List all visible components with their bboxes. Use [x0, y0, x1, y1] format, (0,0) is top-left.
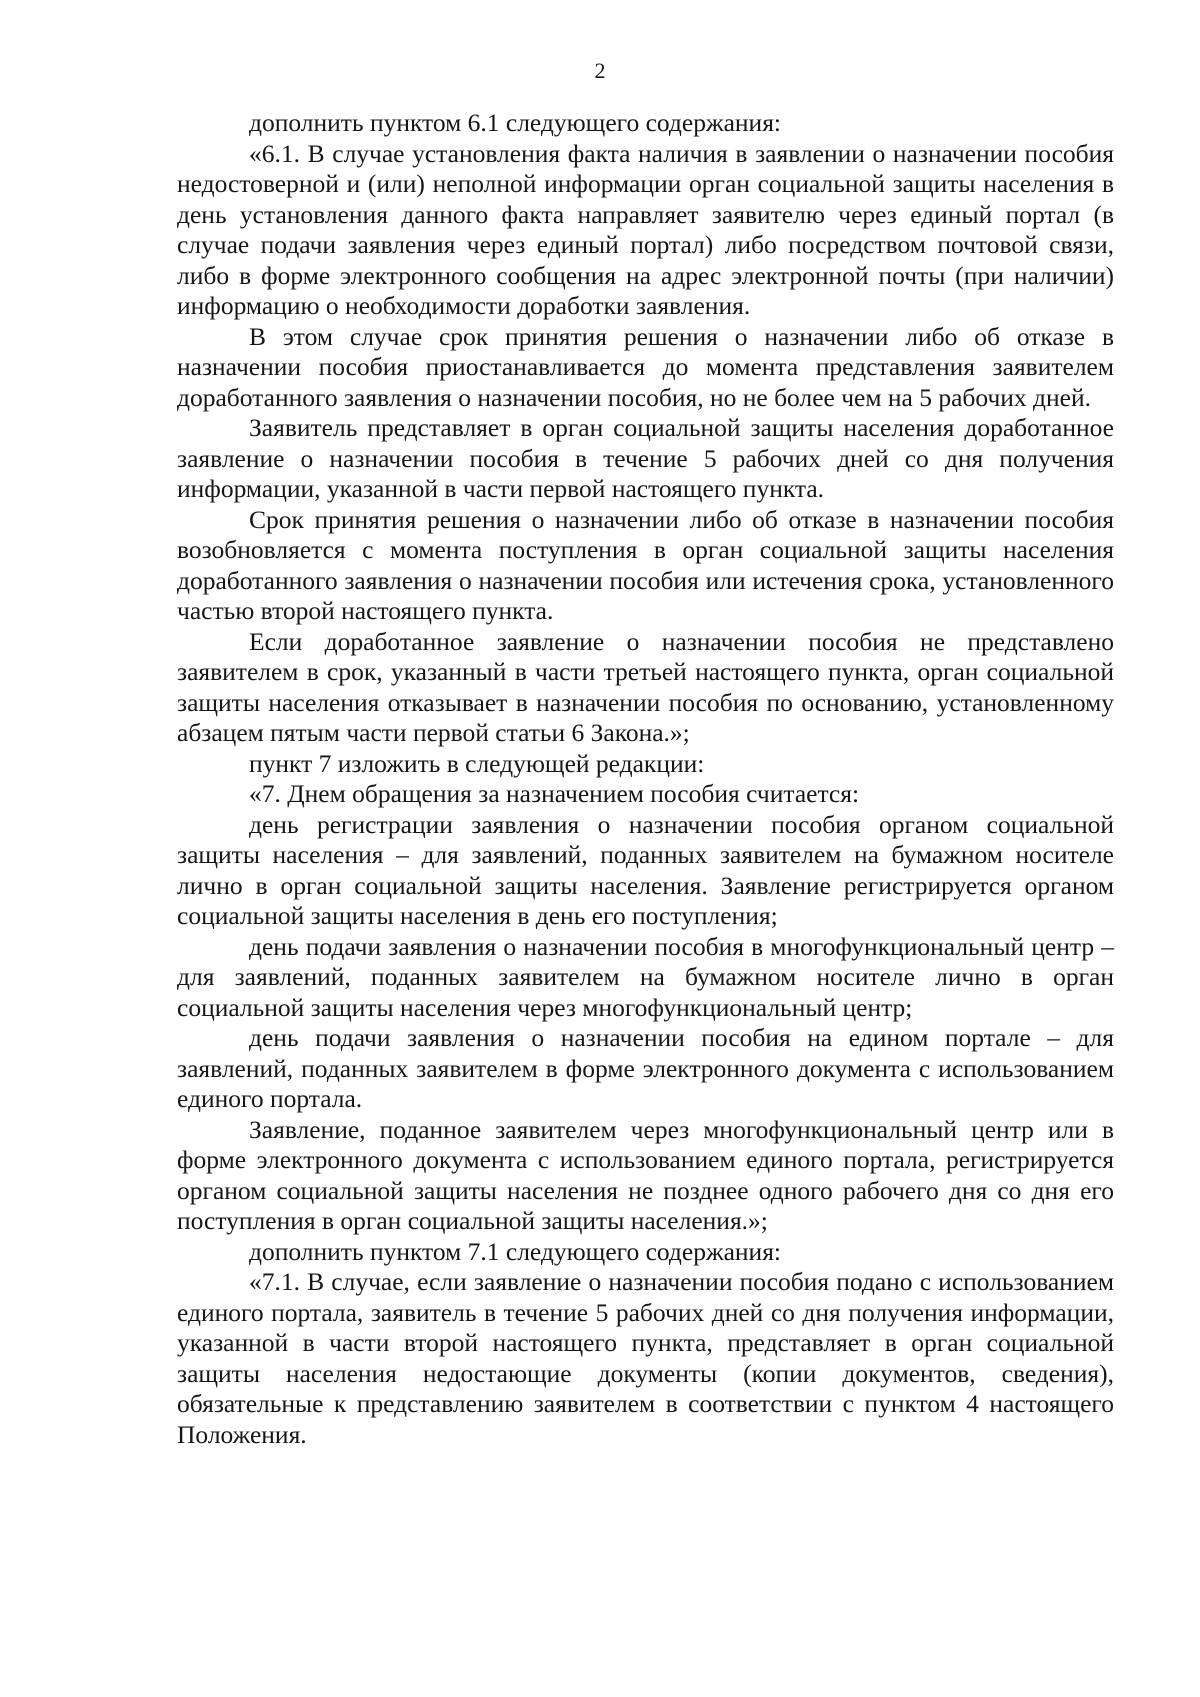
paragraph: пункт 7 изложить в следующей редакции: — [249, 748, 705, 778]
paragraph: дополнить пунктом 7.1 следующего содержания: — [249, 1236, 782, 1266]
paragraph: дополнить пунктом 6.1 следующего содержания: — [249, 108, 782, 137]
page-number: 2 — [594, 58, 606, 83]
paragraph: Заявление, поданное заявителем через многофункциональный центр или в форме электронного документа с использованием единого портала, регистрируется органом социальной защиты населения не позднее одного рабочего дня со дня его поступления в орган социальной защиты населения.»; — [177, 1114, 1114, 1235]
paragraph: «6.1. В случае установления факта наличия в заявлении о назначении пособия недостоверной и (или) неполной информации орган социальной защиты населения в день установления данного факта направляет заявителю через единый портал (в случае подачи заявления через единый портал) либо посредством почтовой связи, либо в форме электронного сообщения на адрес электронной почты (при наличии) информацию о необходимости доработки заявления. — [177, 138, 1114, 320]
paragraph: день подачи заявления о назначении пособия на едином портале – для заявлений, поданных заявителем в форме электронного документа с использованием единого портала. — [177, 1023, 1114, 1113]
paragraph: Срок принятия решения о назначении либо об отказе в назначении пособия возобновляется с момента поступления в орган социальной защиты населения доработанного заявления о назначении пособия или истечения срока, установленного частью второй настоящего пункта. — [177, 504, 1114, 625]
paragraph: В этом случае срок принятия решения о назначении либо об отказе в назначении пособия приостанавливается до момента представления заявителем доработанного заявления о назначении пособия, но не более чем на 5 рабочих дней. — [177, 321, 1114, 412]
paragraph: день подачи заявления о назначении пособия в многофункциональный центр – для заявлений, поданных заявителем на бумажном носителе лично в орган социальной защиты населения через многофункциональный центр; — [177, 931, 1114, 1022]
paragraph: «7. Днем обращения за назначением пособия считается: — [249, 779, 860, 808]
paragraph: Если доработанное заявление о назначении пособия не представлено заявителем в срок, указанный в части третьей настоящего пункта, орган социальной защиты населения отказывает в назначении пособия по основанию, установленному абзацем пятым части первой статьи 6 Закона.»; — [177, 626, 1114, 747]
paragraph: Заявитель представляет в орган социальной защиты населения доработанное заявление о назначении пособия в течение 5 рабочих дней со дня получения информации, указанной в части первой настоящего пункта. — [177, 413, 1114, 503]
paragraph: «7.1. В случае, если заявление о назначении пособия подано с использованием единого портала, заявитель в течение 5 рабочих дней со дня получения информации, указанной в части второй настоящего пункта, представляет в орган социальной защиты населения недостающие документы (копии документов, сведения), обязательные к представлению заявителем в соответствии с пунктом 4 настоящего Положения. — [177, 1267, 1114, 1449]
paragraph: день регистрации заявления о назначении пособия органом социальной защиты населения – для заявлений, поданных заявителем на бумажном носителе лично в орган социальной защиты населения. Заявление регистрируется органом социальной защиты населения в день его поступления; — [177, 809, 1114, 930]
document-body — [177, 108, 1114, 1450]
